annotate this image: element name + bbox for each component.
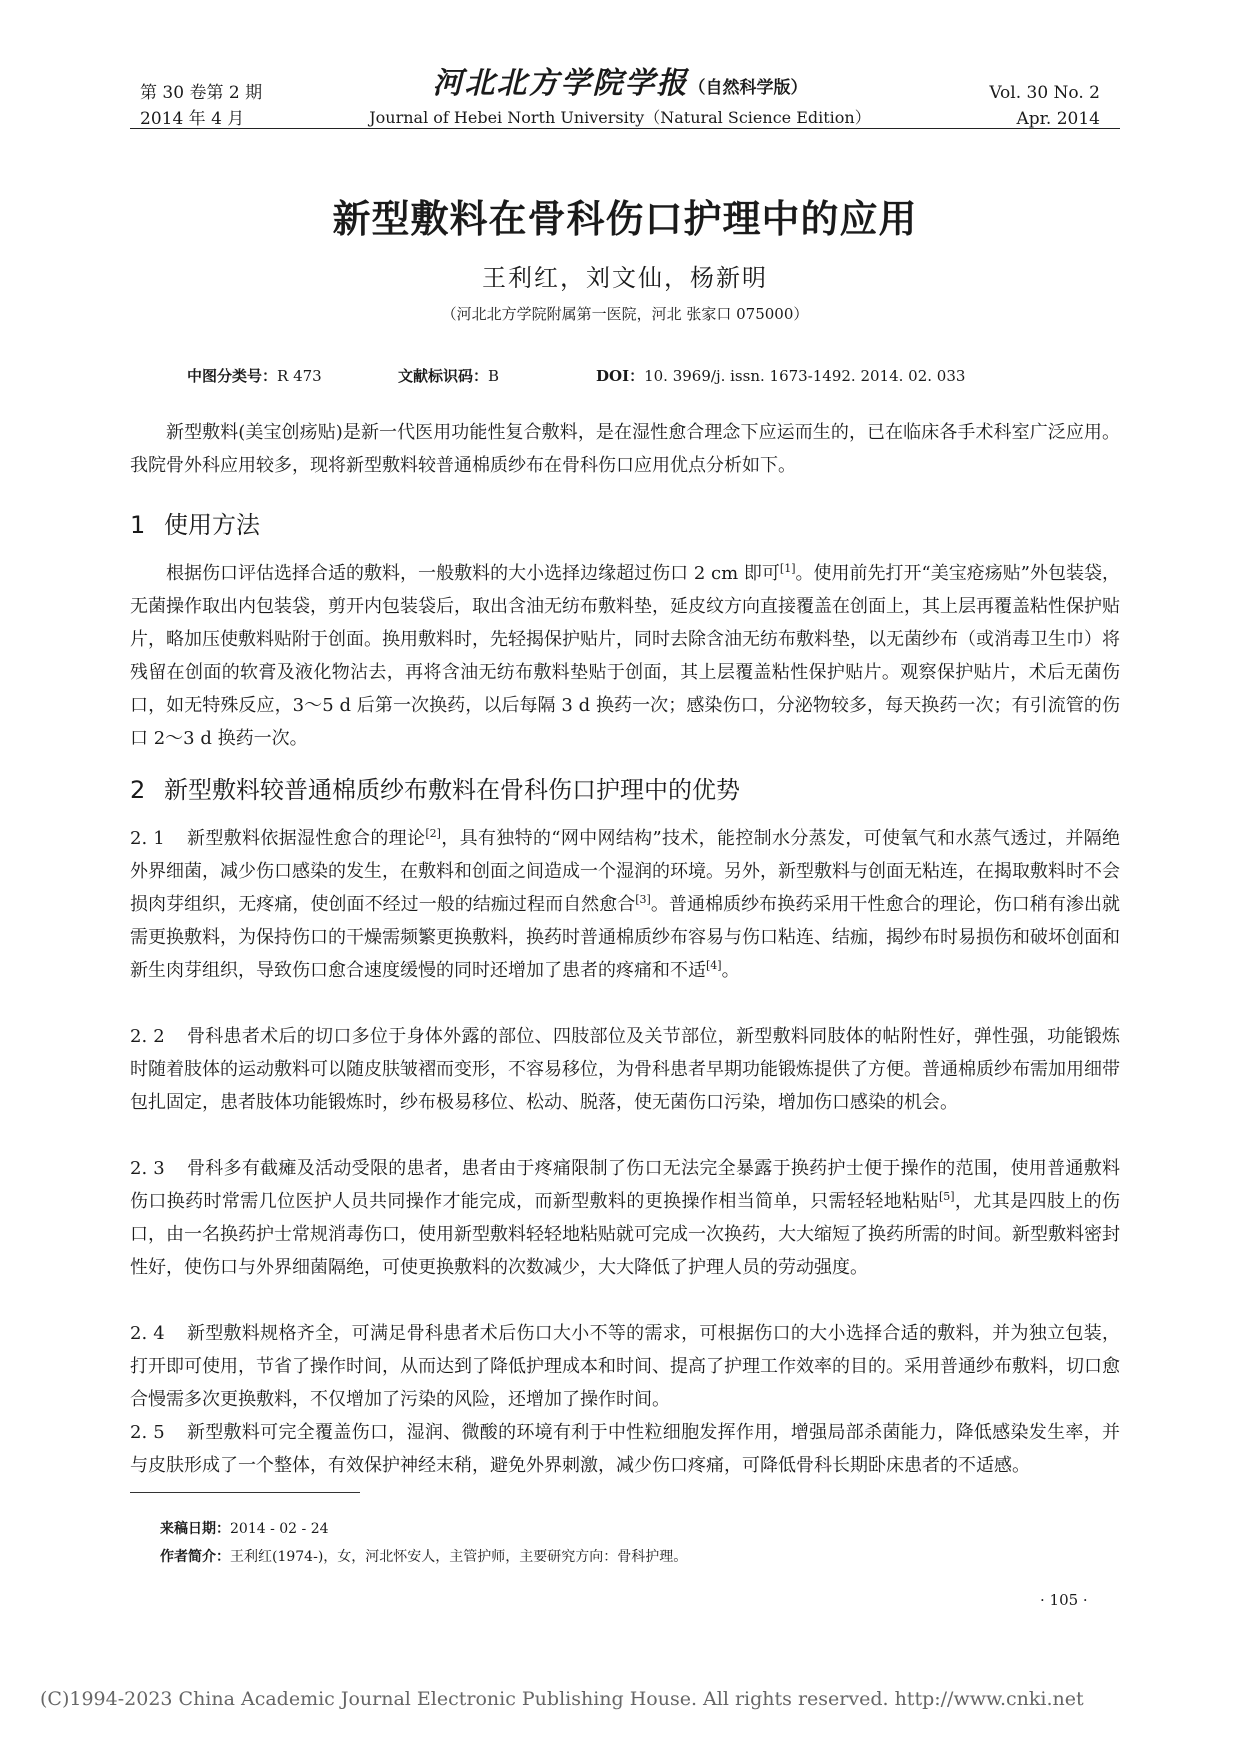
issue-info-en — [989, 80, 1100, 132]
citation-3: [3] — [635, 893, 651, 906]
subsection-2-4 — [130, 1317, 1120, 1416]
page-number: · 105 · — [1040, 1591, 1088, 1609]
citation-2: [2] — [425, 827, 441, 840]
received-label: 来稿日期： — [160, 1521, 230, 1537]
doi-value: 10. 3969/j. issn. 1673-1492. 2014. 02. 033 — [644, 367, 966, 385]
section-1-text-b: 。使用前先打开“美宝疮疡贴”外包装袋，无菌操作取出内包装袋，剪开内包装袋后，取出含油无纺布敷料垫，延皮纹方向直接覆盖在创面上，其上层再覆盖粘性保护贴片，略加压使敷料贴附于创面。换用敷料时，先轻揭保护贴片，同时去除含油无纺布敷料垫，以无菌纱布（或消毒卫生巾）将残留在创面的软膏及液化物沾去，再将含油无纺布敷料垫贴于创面，其上层覆盖粘性保护贴片。观察保护贴片，术后无菌伤口，如无特殊反应，3～5 d 后第一次换药，以后每隔 3 d 换药一次；感染伤口，分泌物较多，每天换药一次；有引流管的伤口 2～3 d 换药一次。 — [130, 563, 1121, 749]
section-1-paragraph — [130, 557, 1120, 755]
journal-name-en: Journal of Hebei North University（Natural Science Edition） — [369, 108, 871, 127]
copyright-notice: (C)1994-2023 China Academic Journal Electronic Publishing House. All rights reserved. http://www.cnki.net — [40, 1688, 1084, 1710]
document-code — [398, 365, 499, 386]
section-1-heading — [130, 505, 260, 540]
intro-paragraph: 新型敷料(美宝创疡贴)是新一代医用功能性复合敷料，是在湿性愈合理念下应运而生的，已在临床各手术科室广泛应用。我院骨外科应用较多，现将新型敷料较普通棉质纱布在骨科伤口应用优点分析如下。 — [130, 422, 1120, 476]
journal-masthead — [360, 66, 880, 130]
journal-logo — [360, 66, 880, 106]
received-value: 2014 - 02 - 24 — [230, 1521, 329, 1537]
section-1-title: 使用方法 — [164, 511, 260, 539]
author-bio — [160, 1546, 687, 1566]
section-2-title: 新型敷料较普通棉质纱布敷料在骨科伤口护理中的优势 — [164, 776, 740, 804]
subsection-2-2-text: 骨科患者术后的切口多位于身体外露的部位、四肢部位及关节部位，新型敷料同肢体的帖附性好，弹性强，功能锻炼时随着肢体的运动敷料可以随皮肤皱褶而变形，不容易移位，为骨科患者早期功能锻炼提供了方便。普通棉质纱布需加用细带包扎固定，患者肢体功能锻炼时，纱布极易移位、松动、脱落，使无菌伤口污染，增加伤口感染的机会。 — [130, 1026, 1120, 1113]
journal-edition: （自然科学版） — [688, 78, 808, 98]
section-1-text-a: 根据伤口评估选择合适的敷料，一般敷料的大小选择边缘超过伤口 2 cm 即可 — [166, 563, 780, 584]
citation-1: [1] — [779, 562, 796, 575]
subsection-2-3 — [130, 1152, 1120, 1284]
clc-number — [187, 365, 322, 386]
footnote-rule — [130, 1492, 360, 1493]
subsection-2-1 — [130, 822, 1120, 987]
section-2-heading — [130, 770, 740, 805]
citation-4: [4] — [706, 959, 722, 972]
issue-date: 2014 年 4 月 — [140, 109, 245, 129]
subsection-2-1-text-a: 新型敷料依据湿性愈合的理论 — [186, 828, 426, 849]
subsection-2-3-number: 2. 3 — [130, 1158, 165, 1179]
article-affiliation: （河北北方学院附属第一医院，河北 张家口 075000） — [441, 305, 809, 323]
author-bio-label: 作者简介： — [160, 1549, 230, 1565]
issue-volume-en: Vol. 30 No. 2 — [989, 83, 1100, 103]
issue-date-en: Apr. 2014 — [1016, 109, 1100, 129]
subsection-2-5 — [130, 1416, 1120, 1482]
journal-logo-text: 河北北方学院学报 — [432, 66, 689, 101]
clc-label: 中图分类号： — [187, 367, 278, 385]
citation-5: [5] — [938, 1190, 955, 1203]
header-rule — [130, 128, 1120, 129]
doi — [596, 365, 965, 386]
author-bio-value: 王利红(1974-)，女，河北怀安人，主管护师，主要研究方向：骨科护理。 — [230, 1549, 688, 1565]
article-authors: 王利红，刘文仙，杨新明 — [482, 264, 768, 292]
subsection-2-1-text-c: 。普通棉质纱布换药采用干性愈合的理论，伤口稍有渗出就需更换敷料，为保持伤口的干燥需频繁更换敷料，换药时普通棉质纱布容易与伤口粘连、结痂，揭纱布时易损伤和破坏创面和新生肉芽组织，导致伤口愈合速度缓慢的同时还增加了患者的疼痛和不适 — [130, 894, 1120, 981]
clc-value: R 473 — [277, 367, 322, 385]
subsection-2-3-text-a: 骨科多有截瘫及活动受限的患者，患者由于疼痛限制了伤口无法完全暴露于换药护士便于操作的范围，使用普通敷料伤口换药时常需几位医护人员共同操作才能完成，而新型敷料的更换操作相当简单，只需轻轻地粘贴 — [130, 1158, 1120, 1212]
subsection-2-2 — [130, 1020, 1120, 1119]
subsection-2-1-text-d: 。 — [721, 960, 740, 981]
subsection-2-5-text: 新型敷料可完全覆盖伤口，湿润、微酸的环境有利于中性粒细胞发挥作用，增强局部杀菌能力，降低感染发生率，并与皮肤形成了一个整体，有效保护神经末稍，避免外界刺激，减少伤口疼痛，可降低骨科长期卧床患者的不适感。 — [130, 1422, 1120, 1476]
subsection-2-3-text-b: ，尤其是四肢上的伤口，由一名换药护士常规消毒伤口，使用新型敷料轻轻地粘贴就可完成一次换药，大大缩短了换药所需的时间。新型敷料密封性好，使伤口与外界细菌隔绝，可使更换敷料的次数减少，大大降低了护理人员的劳动强度。 — [130, 1191, 1120, 1278]
section-2-number: 2 — [130, 776, 146, 804]
doc-code-label: 文献标识码： — [398, 367, 489, 385]
section-1-number: 1 — [130, 511, 146, 539]
doi-label: DOI： — [596, 367, 645, 385]
issue-info — [140, 80, 262, 132]
subsection-2-2-number: 2. 2 — [130, 1026, 165, 1047]
issue-volume: 第 30 卷第 2 期 — [140, 83, 263, 103]
doc-code-value: B — [488, 367, 500, 385]
subsection-2-4-number: 2. 4 — [130, 1323, 165, 1344]
subsection-2-1-text-b: ，具有独特的“网中网结构”技术，能控制水分蒸发，可使氧气和水蒸气透过，并隔绝外界细菌，减少伤口感染的发生，在敷料和创面之间造成一个湿润的环境。另外，新型敷料与创面无粘连，在揭取敷料时不会损肉芽组织，无疼痛，使创面不经过一般的结痂过程而自然愈合 — [130, 828, 1121, 915]
subsection-2-4-text: 新型敷料规格齐全，可满足骨科患者术后伤口大小不等的需求，可根据伤口的大小选择合适的敷料，并为独立包装，打开即可使用，节省了操作时间，从而达到了降低护理成本和时间、提高了护理工作效率的目的。采用普通纱布敷料，切口愈合慢需多次更换敷料，不仅增加了污染的风险，还增加了操作时间。 — [130, 1323, 1120, 1410]
article-title: 新型敷料在骨科伤口护理中的应用 — [332, 197, 918, 241]
subsection-2-1-number: 2. 1 — [130, 828, 165, 849]
received-date — [160, 1518, 329, 1538]
subsection-2-5-number: 2. 5 — [130, 1422, 165, 1443]
